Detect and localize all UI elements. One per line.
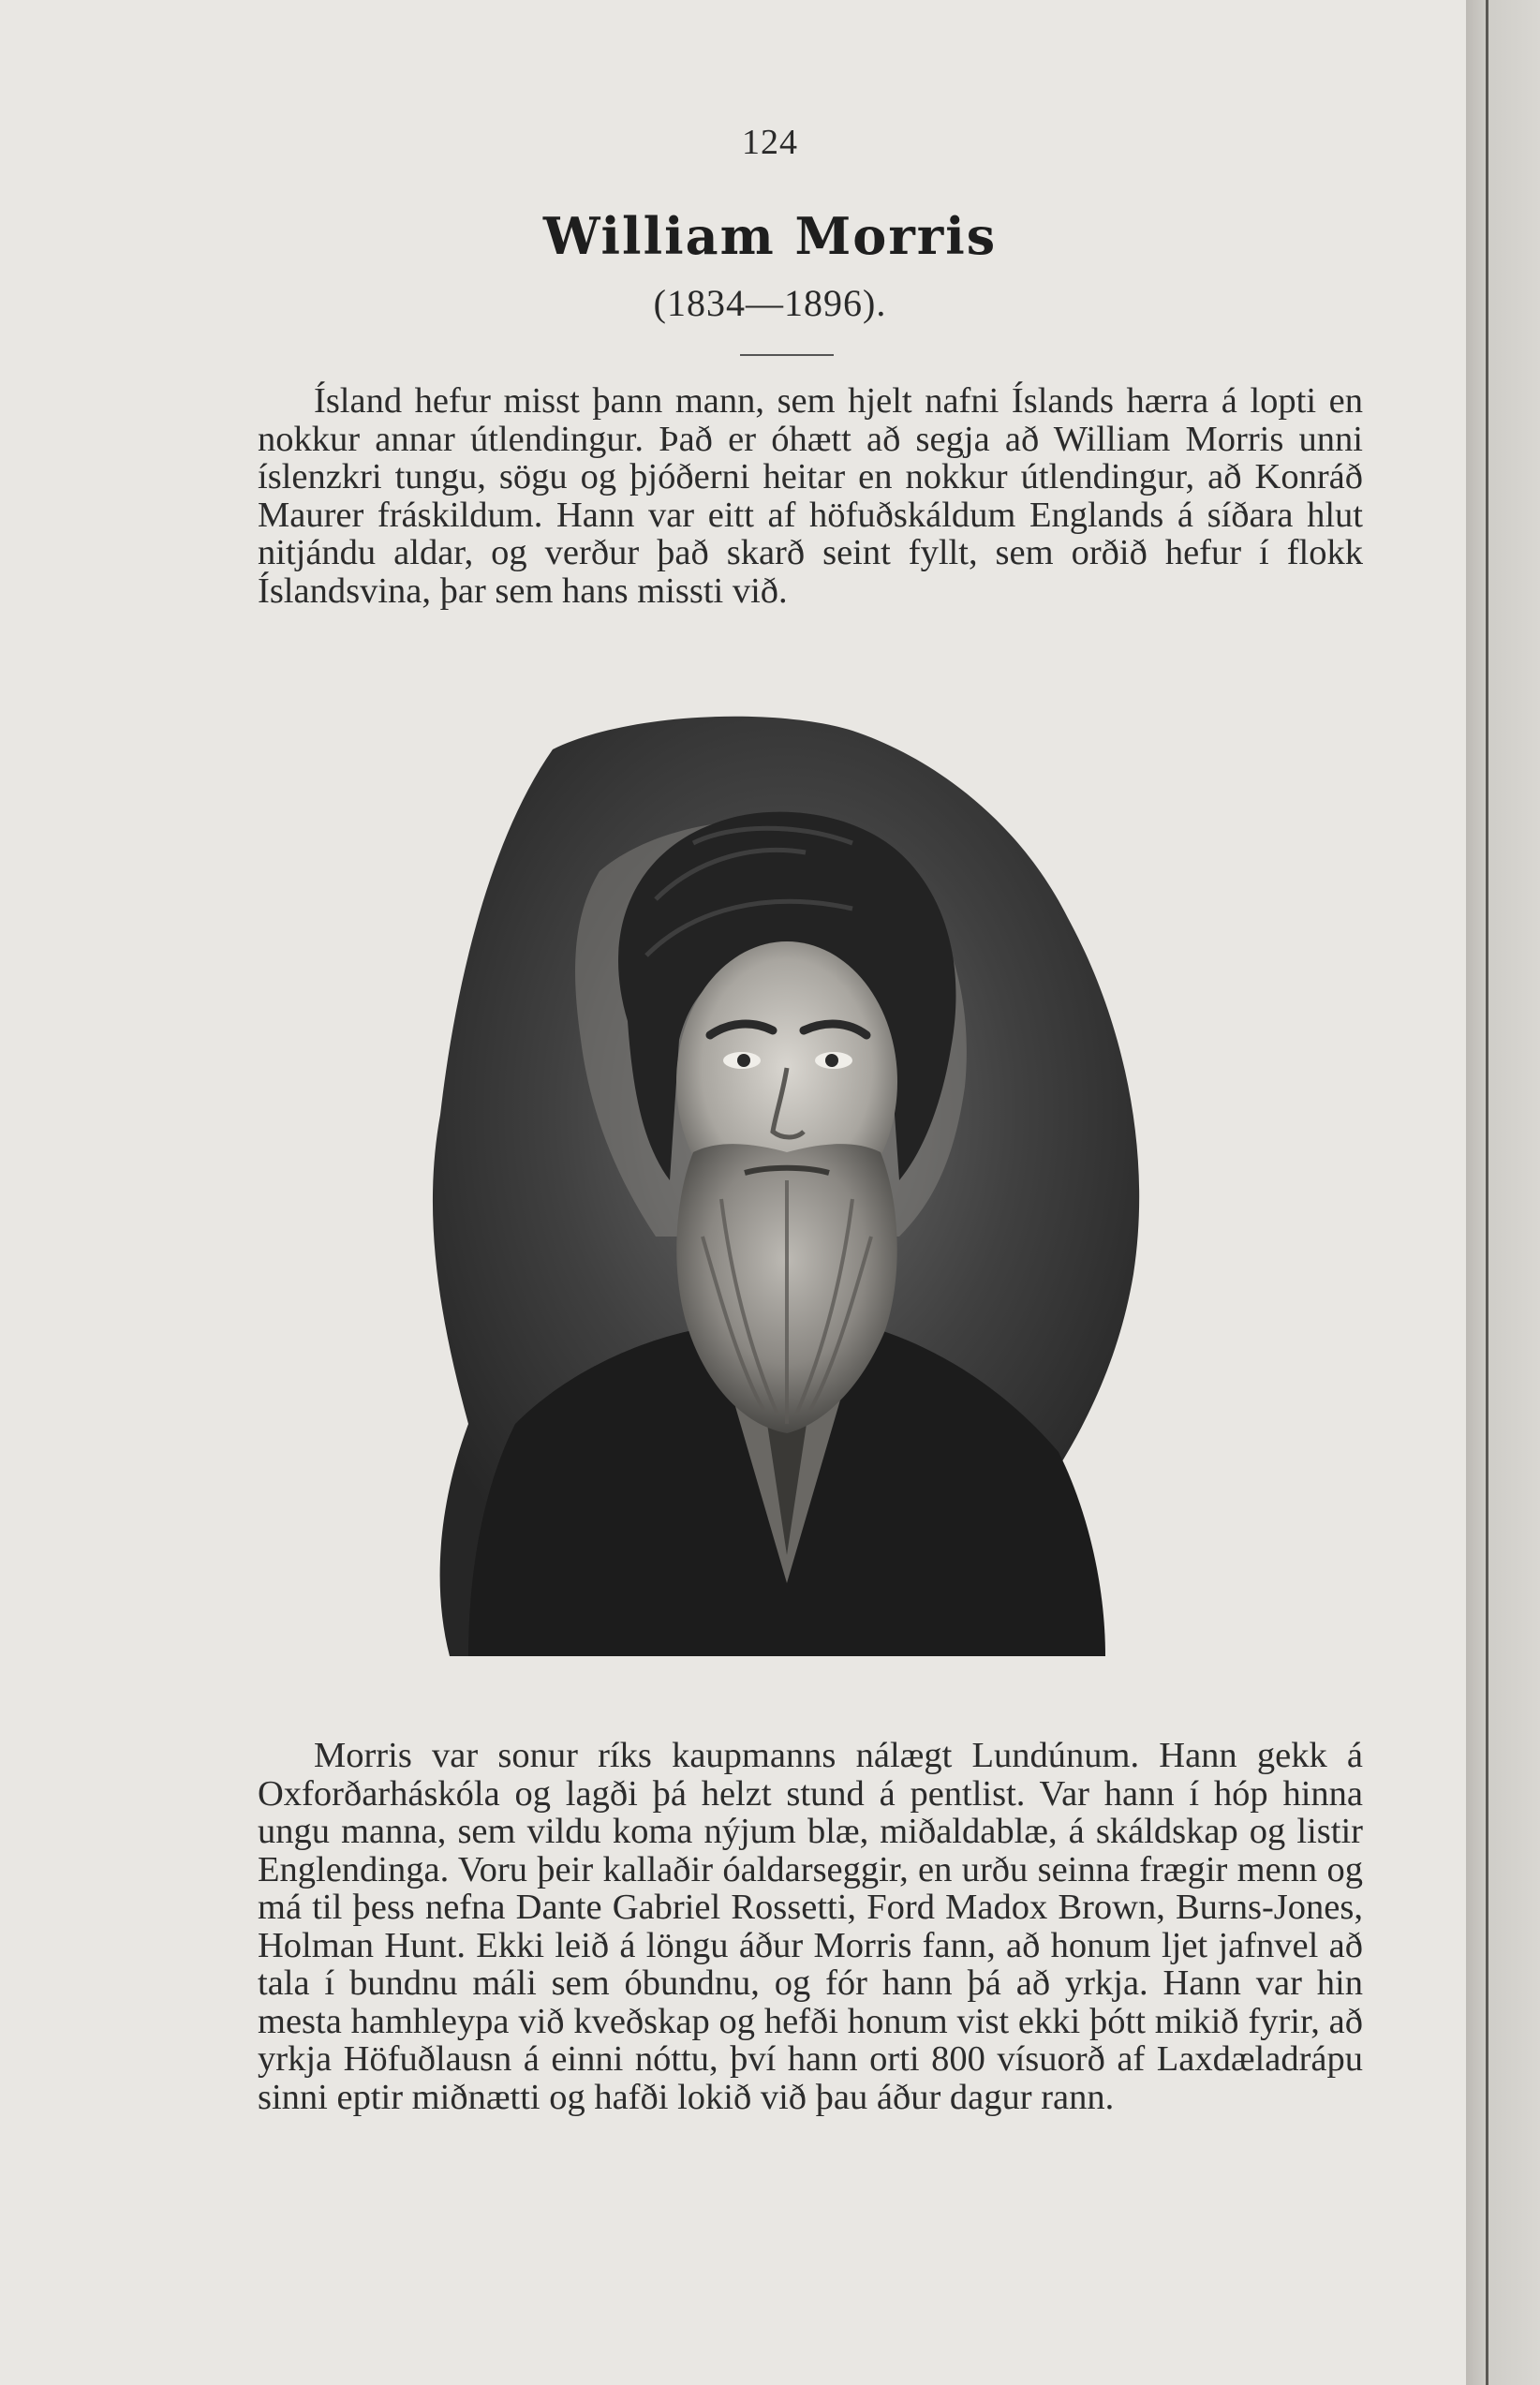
life-dates: (1834—1896). [653,282,887,324]
portrait-engraving [412,712,1162,1658]
article-title: William Morris [542,206,998,266]
paragraph-biography: Morris var sonur ríks kaupmanns nálægt Lundúnum. Hann gekk á Oxforðarháskóla og lagði þá helzt stund á pentlist. Var hann í hóp hinna ungu manna, sem vildu koma nýjum blæ, miðaldablæ, á skáldskap og listir Englendinga. Voru þeir kallaðir óaldarseggir, en urðu seinna frægir menn og má til þess nefna Dante Gabriel Rossetti, Ford Madox Brown, Burns-Jones, Holman Hunt. Ekki leið á löngu áður Morris fann, að honum ljet jafnvel að tala í bundnu máli sem óbundnu, og fór hann þá að yrkja. Hann var hin mesta hamhleypa við kveðskap og hefði honum vist ekki þótt mikið fyrir, að yrkja Höfuðlausn á einni nóttu, því hann orti 800 vísuorð af Laxdæladrápu sinni eptir miðnætti og hafði lokið við þau áður dagur rann. [258,1736,1363,2117]
page-edge-shadow [1486,0,1488,2385]
page-number: 124 [742,123,798,162]
title-rule [740,354,834,356]
paragraph-intro: Ísland hefur misst þann mann, sem hjelt nafni Íslands hærra á lopti en nokkur annar útlendingur. Það er óhætt að segja að William Morris unni íslenzkri tungu, sögu og þjóðerni heitar en nokkur útlendingur, að Konráð Maurer fráskildum. Hann var eitt af höfuðskáldum Englands á síðara hlut nitjándu aldar, og verður það skarð seint fyllt, sem orðið hefur í flokk Íslandsvina, þar sem hans missti við. [258,381,1363,611]
facing-page-edge [1466,0,1540,2385]
